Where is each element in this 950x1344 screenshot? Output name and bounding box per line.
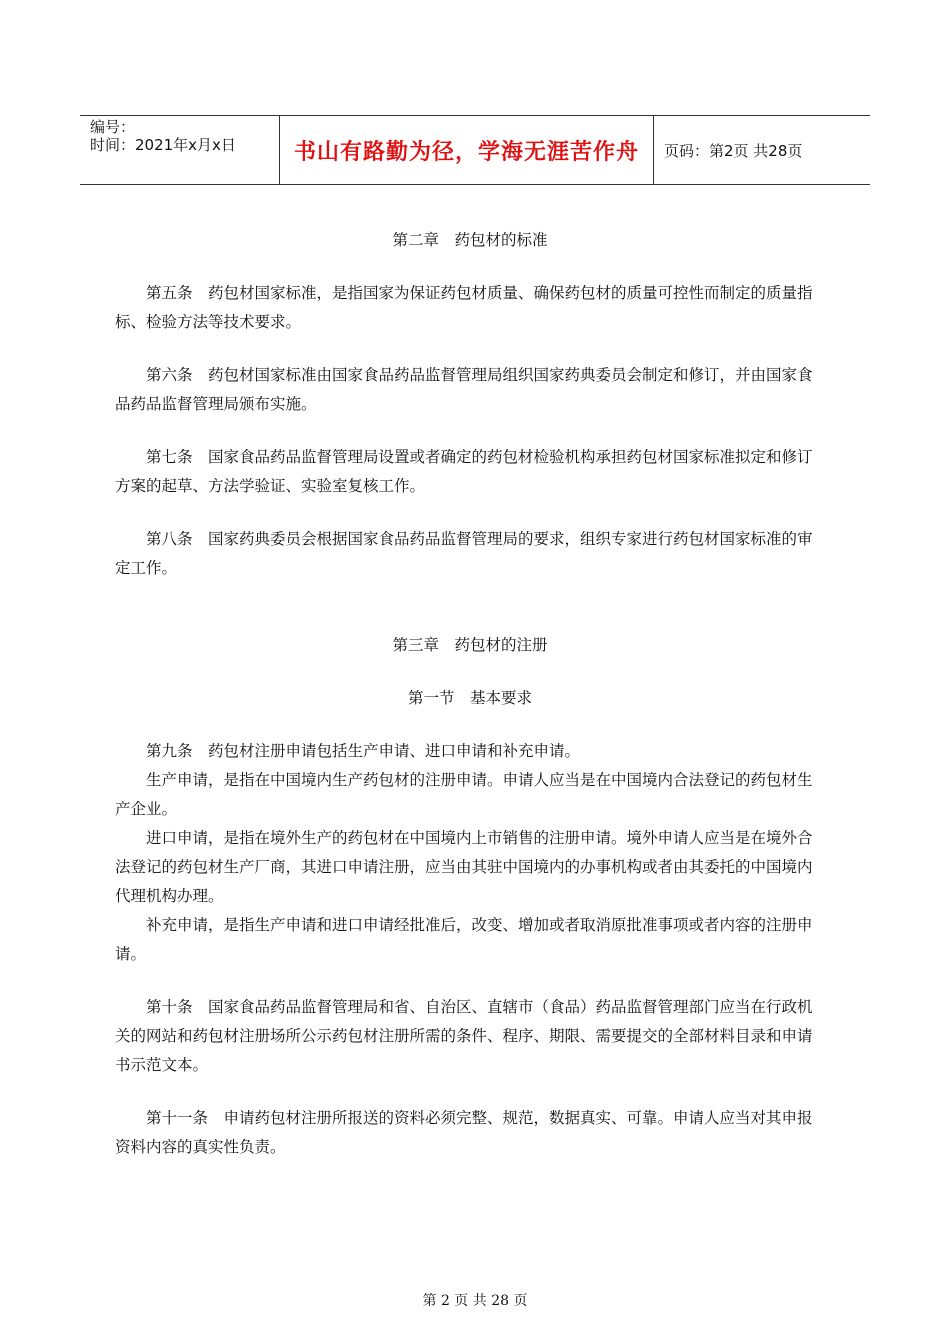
article-9-production: 生产申请，是指在中国境内生产药包材的注册申请。申请人应当是在中国境内合法登记的药包材生产企业。 [115,771,813,818]
document-body [115,226,825,1162]
header-meta-cell [80,116,280,184]
document-header [80,115,870,185]
article-5: 第五条 药包材国家标准，是指国家为保证药包材质量、确保药包材的质量可控性而制定的质量指标、检验方法等技术要求。 [115,284,813,331]
time-label: 时间：2021年x月x日 [90,136,236,154]
article-10: 第十条 国家食品药品监督管理局和省、自治区、直辖市（食品）药品监督管理部门应当在行政机关的网站和药包材注册场所公示药包材注册所需的条件、程序、期限、需要提交的全部材料目录和申请书示范文本。 [115,998,813,1074]
article-6: 第六条 药包材国家标准由国家食品药品监督管理局组织国家药典委员会制定和修订，并由国家食品药品监督管理局颁布实施。 [115,366,813,413]
header-motto: 书山有路勤为径，学海无涯苦作舟 [280,116,654,184]
article-9-supplement: 补充申请，是指生产申请和进口申请经批准后，改变、增加或者取消原批准事项或者内容的注册申请。 [115,916,813,963]
chapter-3-title: 第三章 药包材的注册 [392,636,548,654]
header-page-label: 页码：第2页 共28页 [664,141,803,160]
page-footer: 第 2 页 共 28 页 [422,1293,528,1309]
article-9-import: 进口申请，是指在境外生产的药包材在中国境内上市销售的注册申请。境外申请人应当是在境外合法登记的药包材生产厂商，其进口申请注册，应当由其驻中国境内的办事机构或者由其委托的中国境内代理机构办理。 [115,829,813,905]
article-11: 第十一条 申请药包材注册所报送的资料必须完整、规范，数据真实、可靠。申请人应当对其申报资料内容的真实性负责。 [115,1109,813,1156]
number-label: 编号： [90,118,136,136]
chapter-2-title: 第二章 药包材的标准 [392,231,548,249]
article-8: 第八条 国家药典委员会根据国家食品药品监督管理局的要求，组织专家进行药包材国家标准的审定工作。 [115,530,813,577]
section-1-title: 第一节 基本要求 [407,689,532,707]
article-9: 第九条 药包材注册申请包括生产申请、进口申请和补充申请。 [146,742,581,760]
article-7: 第七条 国家食品药品监督管理局设置或者确定的药包材检验机构承担药包材国家标准拟定和修订方案的起草、方法学验证、实验室复核工作。 [115,448,813,495]
